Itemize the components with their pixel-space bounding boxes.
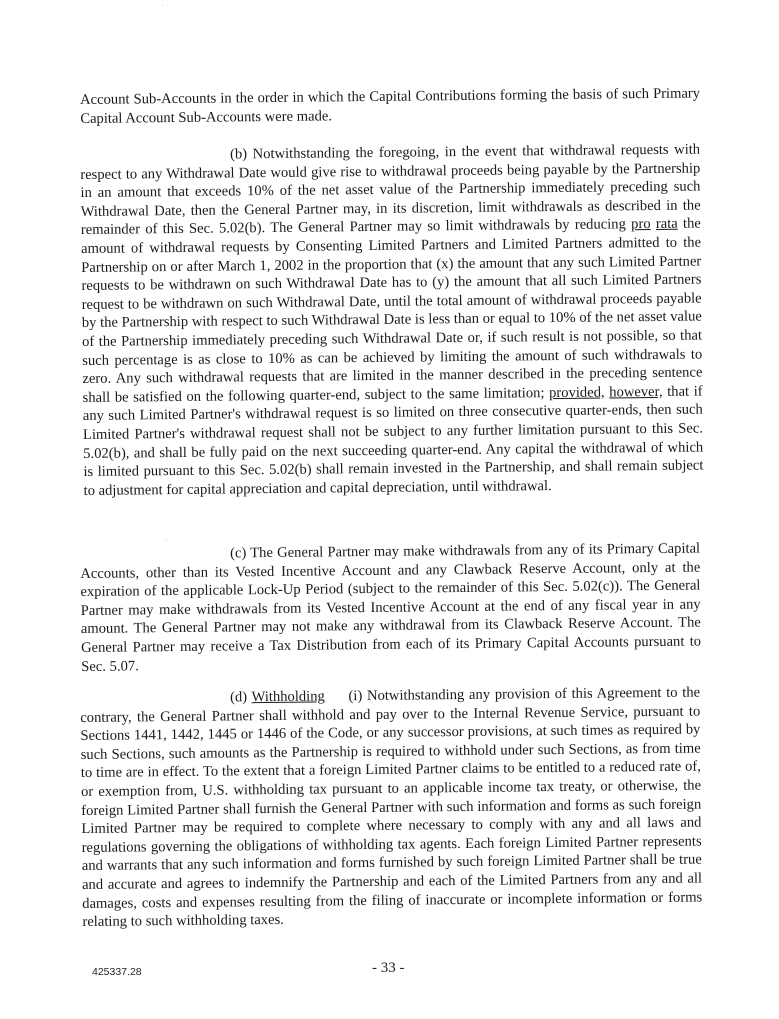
paragraph-d-label: (d) bbox=[230, 689, 248, 706]
provided-underlined: provided, bbox=[549, 384, 605, 401]
withholding-heading: Withholding bbox=[251, 688, 325, 706]
scan-speck bbox=[162, 5, 163, 6]
footer-document-id: 425337.28 bbox=[92, 966, 142, 978]
paragraph-c-text: (c) The General Partner may make withdrawals from any of its Primary Capital Accounts, other than its Vested Incentive Account and any Clawback Reserve Account, only at the expiration of the applicable Lock-Up Period (subject to the remainder of this Sec. 5.02(c)). The General Partner may make withdrawals from its Vested Incentive Account at the end of any fiscal year in any amount. The General Partner may not make any withdrawal from its Clawback Reserve Account. The General Partner may receive a Tax Distribution from each of its Primary Capital Accounts pursuant to Sec. 5.07. bbox=[80, 540, 702, 675]
paragraph-a-continuation: Account Sub-Accounts in the order in which the Capital Contributions forming the basis of such Primary Capital Account Sub-Accounts were made. bbox=[80, 85, 701, 127]
paragraph-indent bbox=[80, 701, 230, 703]
pro-underlined: pro bbox=[631, 216, 651, 233]
rata-underlined: rata bbox=[655, 216, 678, 233]
paragraph-b-middle: the amount of withdrawal requests by Consenting Limited Partners and Limited Partners admitted to the Partnership on or after March 1, 2002 in the proportion that (x) the amount that any such Limited Partner requests to be withdrawn on such Withdrawal Date has to (y) the amount that all such Limited Partners request to be withdrawn on such Withdrawal Date, until the total amount of withdrawal proceeds payable by the Partnership with respect to such Withdrawal Date is less than or equal to 10% of the net asset value of the Partnership immediately preceding such Withdrawal Date or, if such result is not possible, so that such percentage is as close to 10% as can be achieved by limiting the amount of such withdrawals to zero. Any such withdrawal requests that are limited in the manner described in the preceding sentence shall be satisfied on the following quarter-end, subject to the same limitation; bbox=[80, 215, 703, 406]
footer-page-number: - 33 - bbox=[372, 960, 405, 976]
paragraph-b-lead: (b) Notwithstanding the foregoing, in the event that withdrawal requests with respect to any Withdrawal Date would give rise to withdrawal proceeds being payable by the Partnership in an amount that exceeds 10% of the net asset value of the Partnership immediately preceding such Withdrawal Date, then the General Partner may, in its discretion, limit withdrawals as described in the remainder of this Sec. 5.02(b). The General Partner may so limit withdrawals by reducing bbox=[80, 141, 701, 239]
paragraph-b bbox=[80, 141, 704, 501]
paragraph-c bbox=[80, 540, 701, 677]
paragraph-indent bbox=[80, 158, 230, 160]
paragraph-d-body: (i) Notwithstanding any provision of this Agreement to the contrary, the General Partner shall withhold and pay over to the Internal Revenue Service, pursuant to Sections 1441, 1442, 1445 or 1446 of the Code, or any successor provisions, at such times as required by such Sections, such amounts as the Partnership is required to withhold under such Sections, as from time to time are in effect. To the extent that a foreign Limited Partner claims to be entitled to a reduced rate of, or exemption from, U.S. withholding tax pursuant to an applicable income tax treaty, or otherwise, the foreign Limited Partner shall furnish the General Partner with such information and forms as such foreign Limited Partner may be required to complete where necessary to comply with any and all laws and regulations governing the obligations of withholding tax agents. Each foreign Limited Partner represents and warrants that any such information and forms furnished by such foreign Limited Partner shall be true and accurate and agrees to indemnify the Partnership and each of the Limited Partners from any and all damages, costs and expenses resulting from the filing of inaccurate or incomplete information or forms relating to such withholding taxes. bbox=[80, 684, 703, 931]
scan-speck bbox=[166, 540, 167, 541]
paragraph-b-tail: that if any such Limited Partner's withdrawal request is so limited on three consecutive quarter-ends, then such Limited Partner's withdrawal request shall not be subject to any further limitation pursuant to this Sec. 5.02(b), and shall be fully paid on the next succeeding quarter-end. Any capital the withdrawal of which is limited pursuant to this Sec. 5.02(b) shall remain invested in the Partnership, and shall remain subject to adjustment for capital appreciation and capital depreciation, until withdrawal. bbox=[82, 383, 704, 499]
paragraph-indent bbox=[80, 557, 230, 559]
paragraph-d bbox=[80, 684, 702, 932]
however-underlined: however, bbox=[609, 383, 663, 401]
